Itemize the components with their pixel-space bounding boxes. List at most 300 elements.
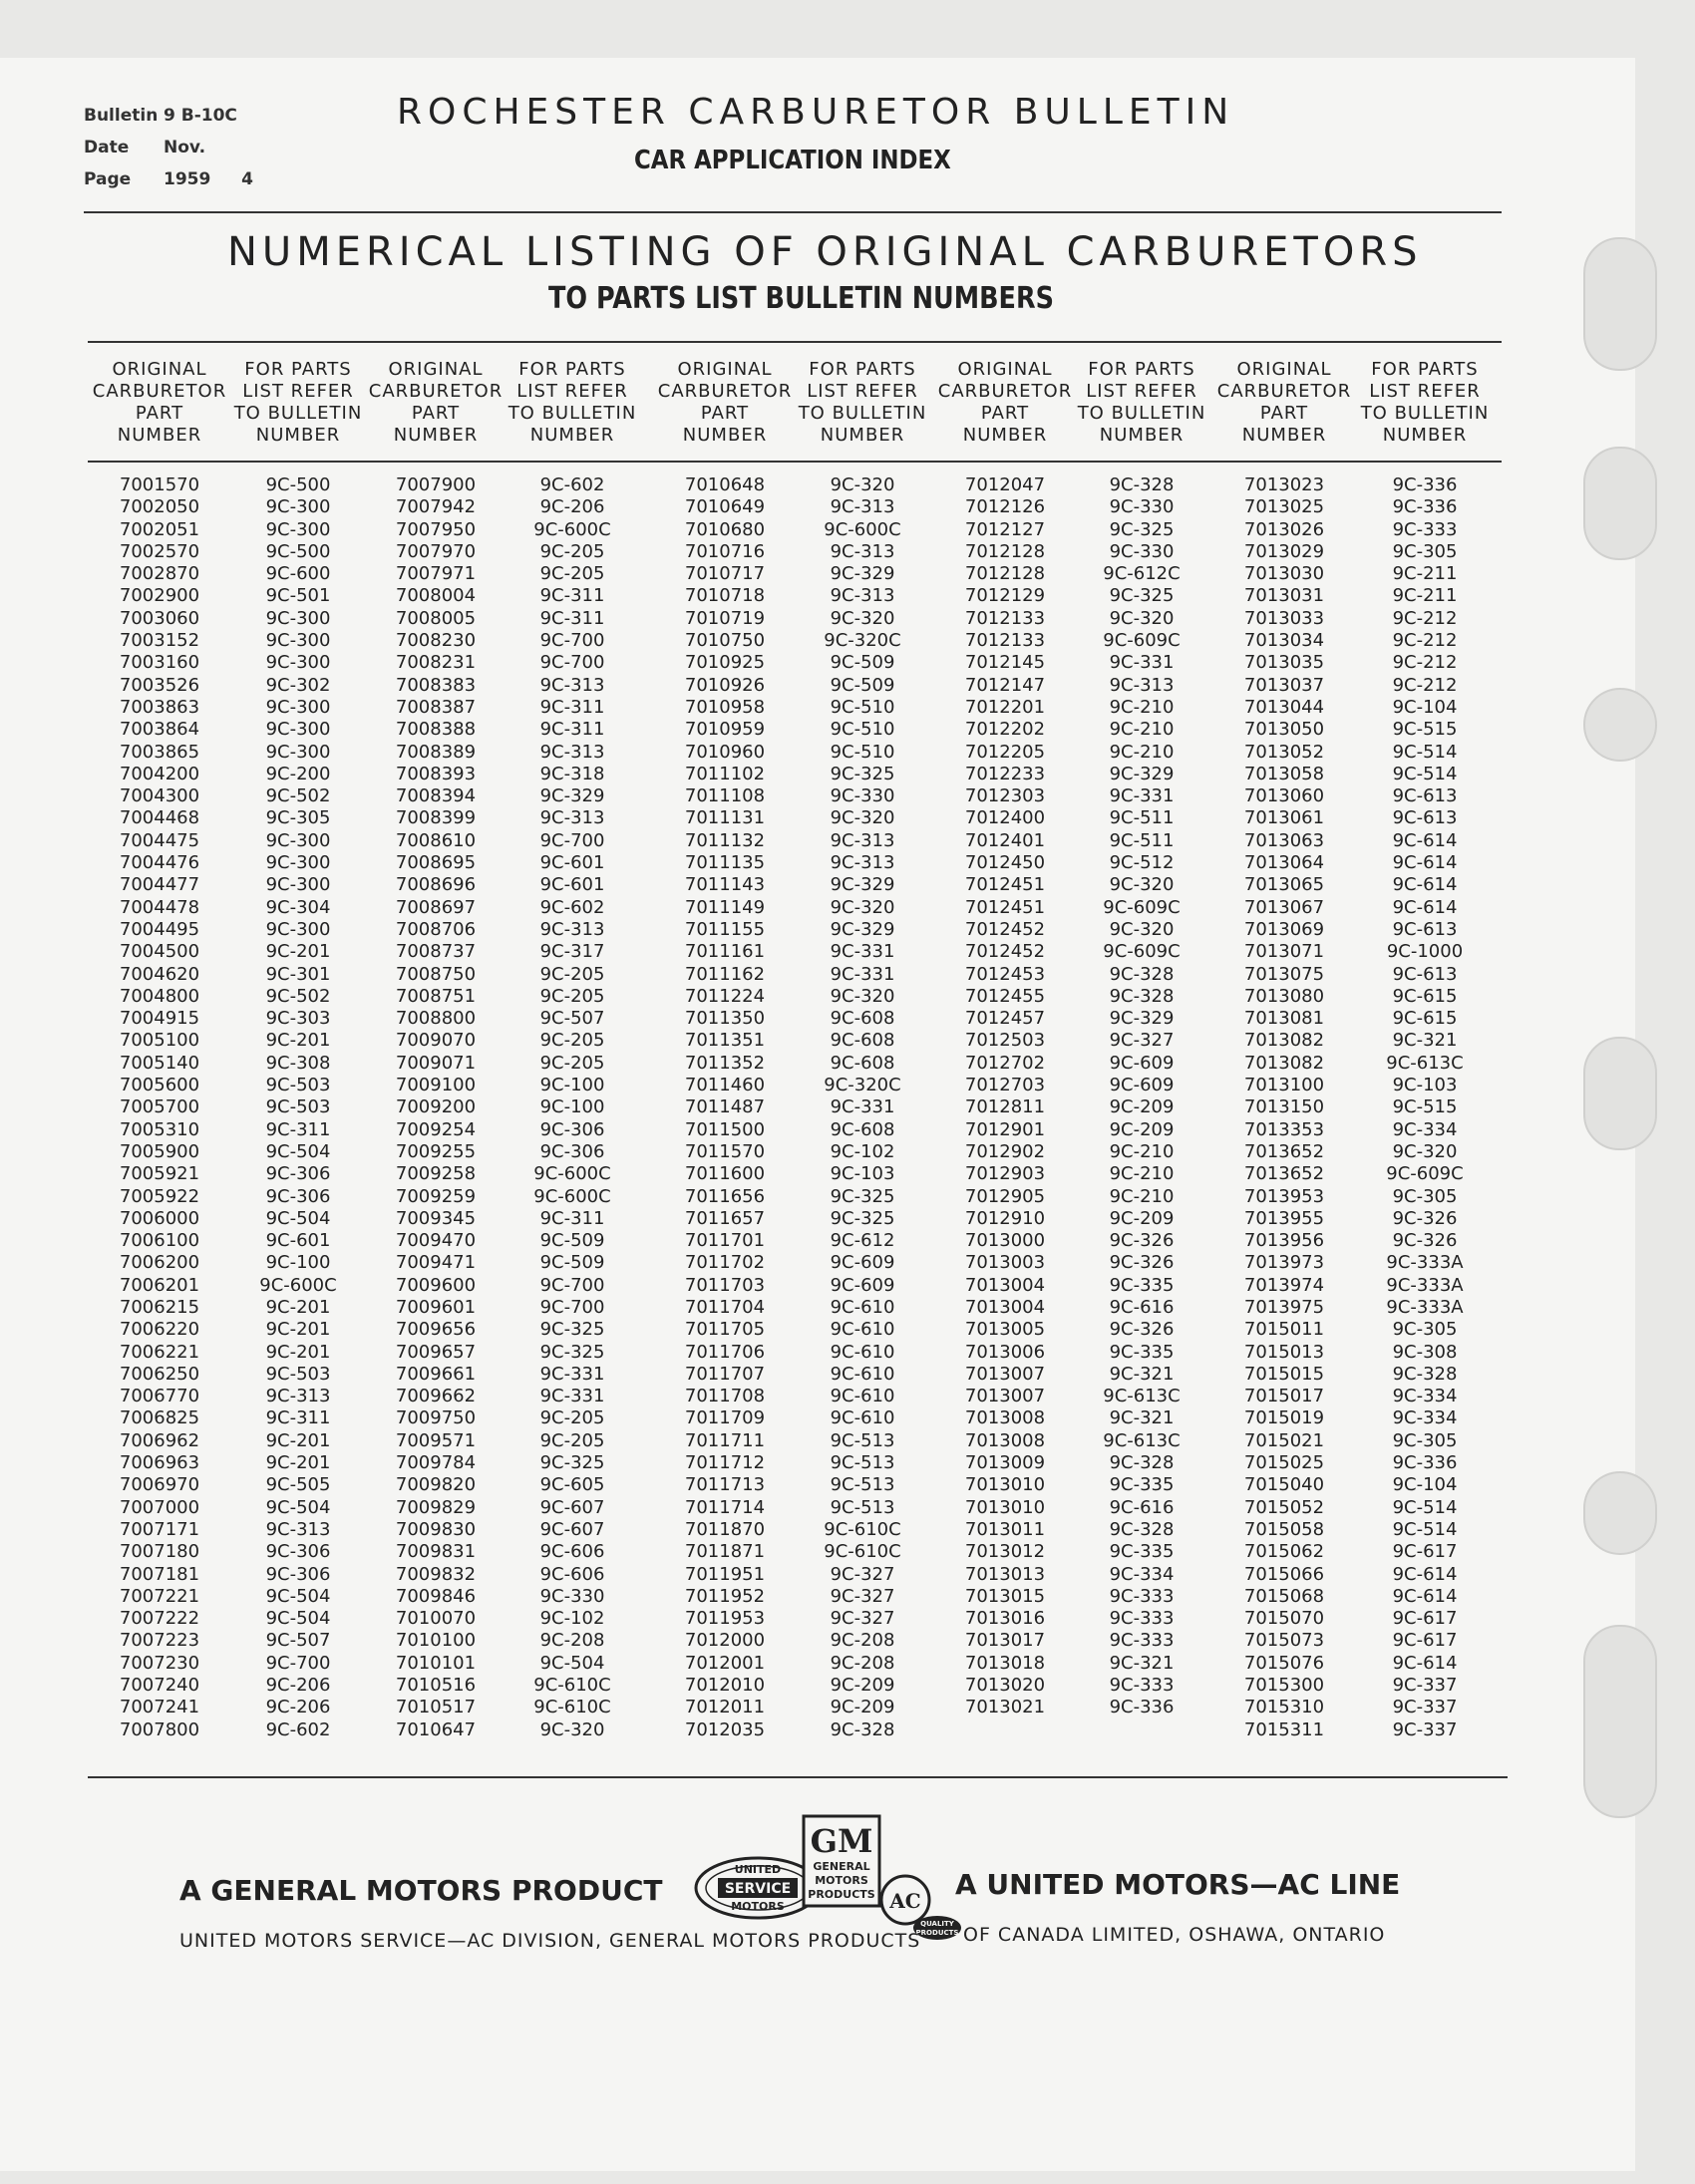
bulletin-number-cell: 9C-313: [539, 918, 605, 940]
part-number-cell: 7012453: [964, 963, 1046, 985]
part-number-cell: 7013016: [964, 1608, 1046, 1630]
bulletin-number-cell: 9C-320: [1392, 1140, 1458, 1162]
part-number-cell: 7011702: [684, 1252, 766, 1274]
part-number-cell: 7011224: [684, 985, 766, 1007]
part-number-cell: 7006220: [119, 1319, 200, 1341]
bulletin-number-cell: 9C-321: [1109, 1652, 1175, 1674]
part-number-cell: 7013018: [964, 1652, 1046, 1674]
bulletin-number-cell: 9C-507: [539, 1008, 605, 1030]
bulletin-number-cell: 9C-514: [1392, 763, 1458, 784]
table-top-rule: [88, 341, 1502, 343]
bulletin-number-cell: 9C-613: [1392, 785, 1458, 807]
bulletin-number-cell: 9C-615: [1392, 1008, 1458, 1030]
part-number-cell: 7012145: [964, 652, 1046, 674]
bulletin-number-cell: 9C-212: [1392, 630, 1458, 652]
bulletin-number-cell: 9C-313: [830, 496, 895, 518]
bulletin-number-cell: 9C-700: [539, 829, 605, 851]
bulletin-number-cell: 9C-208: [830, 1630, 895, 1652]
bulletin-number-cell: 9C-502: [265, 785, 331, 807]
part-number-cell: 7010716: [684, 540, 766, 562]
bulletin-number-cell: 9C-206: [265, 1675, 331, 1697]
bulletin-number-cell: 9C-336: [1392, 496, 1458, 518]
bulletin-number-cell: 9C-320: [539, 1718, 605, 1740]
part-number-cell: 7011714: [684, 1496, 766, 1518]
bulletin-number-cell: 9C-300: [265, 852, 331, 874]
part-number-cell: 7011713: [684, 1474, 766, 1496]
part-number-cell: 7009661: [395, 1363, 477, 1385]
part-number-cell: 7004200: [119, 763, 200, 784]
part-number-cell: 7013025: [1243, 496, 1325, 518]
part-number-cell: 7004495: [119, 918, 200, 940]
bulletin-number-cell: 9C-303: [265, 1008, 331, 1030]
bulletin-number-cell: 9C-614: [1392, 874, 1458, 896]
part-number-cell: 7009820: [395, 1474, 477, 1496]
part-number-cell: 7013067: [1243, 896, 1325, 918]
bulletin-number-cell: 9C-208: [539, 1630, 605, 1652]
bulletin-number-cell: 9C-614: [1392, 896, 1458, 918]
bulletin-number-cell: 9C-334: [1392, 1407, 1458, 1429]
bulletin-number-cell: 9C-509: [539, 1230, 605, 1252]
part-number-cell: 7006962: [119, 1429, 200, 1451]
part-number-cell: 7005900: [119, 1140, 200, 1162]
bulletin-number-cell: 9C-336: [1392, 1452, 1458, 1474]
bulletin-number-cell: 9C-503: [265, 1075, 331, 1096]
bulletin-number-cell: 9C-327: [830, 1608, 895, 1630]
part-number-cell: 7011161: [684, 941, 766, 963]
bulletin-number-cell: 9C-613C: [1386, 1052, 1464, 1074]
bulletin-number-cell: 9C-500: [265, 540, 331, 562]
bulletin-number-cell: 9C-514: [1392, 1518, 1458, 1540]
bulletin-number-cell: 9C-600C: [533, 1185, 611, 1207]
svg-text:MOTORS: MOTORS: [815, 1874, 868, 1887]
part-number-cell: 7013012: [964, 1541, 1046, 1563]
bulletin-number-cell: 9C-504: [265, 1496, 331, 1518]
bulletin-number-cell: 9C-329: [830, 874, 895, 896]
bulletin-number-cell: 9C-331: [1109, 785, 1175, 807]
bulletin-number-column: [1350, 474, 1500, 1741]
bulletin-number-cell: 9C-104: [1392, 696, 1458, 718]
part-number-cell: 7012902: [964, 1140, 1046, 1162]
bulletin-number-cell: 9C-300: [265, 696, 331, 718]
bulletin-number-cell: 9C-306: [265, 1563, 331, 1585]
bulletin-number-cell: 9C-210: [1109, 1163, 1175, 1185]
part-number-cell: 7013005: [964, 1319, 1046, 1341]
bulletin-number-cell: 9C-329: [1109, 763, 1175, 784]
part-number-cell: 7013065: [1243, 874, 1325, 896]
bulletin-number-cell: 9C-313: [1109, 674, 1175, 696]
part-number-cell: 7011131: [684, 807, 766, 829]
svg-text:QUALITY: QUALITY: [920, 1920, 954, 1928]
bulletin-number-cell: 9C-313: [539, 741, 605, 763]
bulletin-number-cell: 9C-507: [265, 1630, 331, 1652]
part-number-cell: 7006200: [119, 1252, 200, 1274]
bulletin-number-cell: 9C-326: [1109, 1230, 1175, 1252]
part-number-cell: 7009662: [395, 1386, 477, 1407]
bulletin-number-cell: 9C-607: [539, 1496, 605, 1518]
part-number-cell: 7011656: [684, 1185, 766, 1207]
binder-tab-1: [1583, 447, 1657, 560]
part-number-cell: 7012452: [964, 941, 1046, 963]
svg-text:PRODUCTS: PRODUCTS: [808, 1888, 875, 1901]
part-number-cell: 7015073: [1243, 1630, 1325, 1652]
part-number-cell: 7013061: [1243, 807, 1325, 829]
part-number-cell: 7012001: [684, 1652, 766, 1674]
bulletin-label: Bulletin: [84, 106, 159, 126]
bulletin-number-cell: 9C-330: [830, 785, 895, 807]
part-number-cell: 7012127: [964, 518, 1046, 540]
part-number-cell: 7008697: [395, 896, 477, 918]
part-number-cell: 7015011: [1243, 1319, 1325, 1341]
bulletin-number-cell: 9C-606: [539, 1563, 605, 1585]
part-number-cell: 7004300: [119, 785, 200, 807]
bulletin-number-cell: 9C-513: [830, 1452, 895, 1474]
bulletin-number-cell: 9C-306: [265, 1163, 331, 1185]
header-parts-list-3: FOR PARTS LIST REFER TO BULLETIN NUMBER: [798, 359, 927, 446]
bulletin-number-cell: 9C-700: [265, 1652, 331, 1674]
part-number-cell: 7006825: [119, 1407, 200, 1429]
bulletin-number-cell: 9C-205: [539, 963, 605, 985]
part-number-column: [85, 474, 234, 1741]
part-number-cell: 7015062: [1243, 1541, 1325, 1563]
bulletin-number-cell: 9C-205: [539, 540, 605, 562]
bulletin-number-cell: 9C-613C: [1103, 1429, 1181, 1451]
part-number-column: [1209, 474, 1359, 1741]
part-number-cell: 7009200: [395, 1096, 477, 1118]
part-number-cell: 7013020: [964, 1675, 1046, 1697]
part-number-cell: 7006963: [119, 1452, 200, 1474]
bulletin-number-cell: 9C-300: [265, 630, 331, 652]
part-number-cell: 7010958: [684, 696, 766, 718]
part-number-cell: 7012901: [964, 1118, 1046, 1140]
part-number-cell: 7009071: [395, 1052, 477, 1074]
part-number-cell: 7015017: [1243, 1386, 1325, 1407]
header-original-part-3: ORIGINAL CARBURETOR PART NUMBER: [657, 359, 793, 446]
part-number-cell: 7011703: [684, 1274, 766, 1296]
bulletin-number-cell: 9C-201: [265, 1319, 331, 1341]
part-number-cell: 7013069: [1243, 918, 1325, 940]
part-number-cell: 7013064: [1243, 852, 1325, 874]
bulletin-number-cell: 9C-320C: [824, 630, 901, 652]
bulletin-number-cell: 9C-306: [539, 1118, 605, 1140]
part-number-cell: 7013008: [964, 1429, 1046, 1451]
bulletin-number-cell: 9C-306: [265, 1185, 331, 1207]
bulletin-number-cell: 9C-305: [1392, 1185, 1458, 1207]
part-number-cell: 7012011: [684, 1697, 766, 1718]
part-number-cell: 7007971: [395, 563, 477, 585]
part-number-cell: 7013652: [1243, 1163, 1325, 1185]
bulletin-number-cell: 9C-328: [1392, 1363, 1458, 1385]
bulletin-number-cell: 9C-333: [1109, 1630, 1175, 1652]
part-number-cell: 7013030: [1243, 563, 1325, 585]
part-number-cell: 7008389: [395, 741, 477, 763]
bulletin-number-cell: 9C-700: [539, 652, 605, 674]
part-number-cell: 7013058: [1243, 763, 1325, 784]
part-number-cell: 7011460: [684, 1075, 766, 1096]
bulletin-number-cell: 9C-333: [1392, 518, 1458, 540]
bulletin-number-cell: 9C-209: [830, 1675, 895, 1697]
bulletin-number-cell: 9C-325: [830, 1207, 895, 1229]
part-number-cell: 7009100: [395, 1075, 477, 1096]
part-number-cell: 7007181: [119, 1563, 200, 1585]
bulletin-number-cell: 9C-333: [1109, 1675, 1175, 1697]
part-number-cell: 7013044: [1243, 696, 1325, 718]
bulletin-number-cell: 9C-600C: [824, 518, 901, 540]
bulletin-number-cell: 9C-330: [1109, 540, 1175, 562]
bulletin-number-cell: 9C-513: [830, 1496, 895, 1518]
part-number-cell: 7013013: [964, 1563, 1046, 1585]
bulletin-number-cell: 9C-600C: [259, 1274, 337, 1296]
part-number-cell: 7013150: [1243, 1096, 1325, 1118]
part-number-cell: 7013004: [964, 1296, 1046, 1318]
bulletin-number-cell: 9C-613C: [1103, 1386, 1181, 1407]
part-number-cell: 7015052: [1243, 1496, 1325, 1518]
part-number-cell: 7011709: [684, 1407, 766, 1429]
part-number-cell: 7010516: [395, 1675, 477, 1697]
bulletin-value: 9 B-10C: [164, 106, 237, 126]
bulletin-number-cell: 9C-609C: [1103, 941, 1181, 963]
part-number-cell: 7009830: [395, 1518, 477, 1540]
part-number-cell: 7010649: [684, 496, 766, 518]
logo-united-text: UNITED: [734, 1863, 782, 1876]
bulletin-number-cell: 9C-209: [1109, 1118, 1175, 1140]
part-number-cell: 7012400: [964, 807, 1046, 829]
part-number-cell: 7011711: [684, 1429, 766, 1451]
part-number-cell: 7005921: [119, 1163, 200, 1185]
bulletin-number-cell: 9C-300: [265, 652, 331, 674]
part-number-cell: 7008387: [395, 696, 477, 718]
bulletin-number-cell: 9C-300: [265, 719, 331, 741]
part-number-cell: 7011487: [684, 1096, 766, 1118]
part-number-cell: 7007942: [395, 496, 477, 518]
part-number-cell: 7013021: [964, 1697, 1046, 1718]
bulletin-number-cell: 9C-103: [830, 1163, 895, 1185]
part-number-cell: 7009600: [395, 1274, 477, 1296]
part-number-cell: 7012128: [964, 563, 1046, 585]
bulletin-number-cell: 9C-205: [539, 1052, 605, 1074]
bulletin-number-cell: 9C-333A: [1386, 1252, 1464, 1274]
part-number-cell: 7013060: [1243, 785, 1325, 807]
part-number-cell: 7012147: [964, 674, 1046, 696]
part-number-cell: 7013008: [964, 1407, 1046, 1429]
part-number-cell: 7013050: [1243, 719, 1325, 741]
bulletin-number-cell: 9C-211: [1392, 585, 1458, 607]
part-number-cell: 7013652: [1243, 1140, 1325, 1162]
part-number-cell: 7011707: [684, 1363, 766, 1385]
part-number-cell: 7013037: [1243, 674, 1325, 696]
bulletin-number-cell: 9C-201: [265, 1429, 331, 1451]
part-number-cell: 7010718: [684, 585, 766, 607]
part-number-cell: 7015040: [1243, 1474, 1325, 1496]
part-number-cell: 7004475: [119, 829, 200, 851]
bulletin-number-cell: 9C-325: [1109, 585, 1175, 607]
part-number-cell: 7011143: [684, 874, 766, 896]
part-number-cell: 7008394: [395, 785, 477, 807]
part-number-cell: 7008230: [395, 630, 477, 652]
bulletin-number-cell: 9C-308: [1392, 1341, 1458, 1363]
part-number-cell: 7010750: [684, 630, 766, 652]
bulletin-number-cell: 9C-311: [265, 1407, 331, 1429]
part-number-cell: 7011705: [684, 1319, 766, 1341]
part-number-cell: 7009846: [395, 1585, 477, 1607]
bulletin-number-cell: 9C-300: [265, 518, 331, 540]
part-number-cell: 7012126: [964, 496, 1046, 518]
header-original-part-1: ORIGINAL CARBURETOR PART NUMBER: [92, 359, 227, 446]
part-number-cell: 7011952: [684, 1585, 766, 1607]
part-number-cell: 7013006: [964, 1341, 1046, 1363]
bulletin-info: [84, 100, 253, 195]
bulletin-number-cell: 9C-504: [265, 1585, 331, 1607]
table-bottom-rule: [88, 1776, 1508, 1778]
bulletin-number-cell: 9C-617: [1392, 1541, 1458, 1563]
bulletin-number-cell: 9C-336: [1392, 474, 1458, 495]
part-number-cell: 7012401: [964, 829, 1046, 851]
bulletin-number-cell: 9C-317: [539, 941, 605, 963]
bulletin-number-cell: 9C-328: [1109, 1518, 1175, 1540]
part-number-cell: 7008696: [395, 874, 477, 896]
part-number-cell: 7011953: [684, 1608, 766, 1630]
part-number-cell: 7012903: [964, 1163, 1046, 1185]
binder-hole-2: [1583, 688, 1657, 762]
bulletin-number-cell: 9C-610: [830, 1363, 895, 1385]
bulletin-number-cell: 9C-201: [265, 1030, 331, 1052]
bulletin-number-cell: 9C-700: [539, 1296, 605, 1318]
part-number-cell: 7012450: [964, 852, 1046, 874]
part-number-cell: 7008706: [395, 918, 477, 940]
part-number-cell: 7012129: [964, 585, 1046, 607]
part-number-cell: 7007180: [119, 1541, 200, 1563]
part-number-cell: 7013010: [964, 1474, 1046, 1496]
part-number-cell: 7009571: [395, 1429, 477, 1451]
bulletin-number-cell: 9C-209: [1109, 1207, 1175, 1229]
header-original-part-5: ORIGINAL CARBURETOR PART NUMBER: [1216, 359, 1352, 446]
binder-hole-3: [1583, 1471, 1657, 1555]
bulletin-number-cell: 9C-201: [265, 941, 331, 963]
bulletin-number-cell: 9C-209: [830, 1697, 895, 1718]
bulletin-number-cell: 9C-335: [1109, 1341, 1175, 1363]
bulletin-number-cell: 9C-513: [830, 1429, 895, 1451]
part-number-cell: 7012202: [964, 719, 1046, 741]
bulletin-number-cell: 9C-610: [830, 1341, 895, 1363]
part-number-cell: 7012233: [964, 763, 1046, 784]
part-number-cell: 7011701: [684, 1230, 766, 1252]
part-number-cell: 7010647: [395, 1718, 477, 1740]
part-number-cell: 7008610: [395, 829, 477, 851]
bulletin-number-cell: 9C-616: [1109, 1296, 1175, 1318]
header-parts-list-1: FOR PARTS LIST REFER TO BULLETIN NUMBER: [233, 359, 363, 446]
part-number-cell: 7012452: [964, 918, 1046, 940]
bulletin-number-cell: 9C-201: [265, 1452, 331, 1474]
svg-text:GENERAL: GENERAL: [813, 1860, 870, 1873]
part-number-cell: 7005922: [119, 1185, 200, 1207]
part-number-cell: 7012703: [964, 1075, 1046, 1096]
bulletin-number-cell: 9C-609C: [1103, 630, 1181, 652]
part-number-cell: 7005140: [119, 1052, 200, 1074]
part-number-cell: 7008005: [395, 607, 477, 629]
part-number-cell: 7013011: [964, 1518, 1046, 1540]
part-number-cell: 7013034: [1243, 630, 1325, 652]
bulletin-number-cell: 9C-205: [539, 985, 605, 1007]
bulletin-number-cell: 9C-613: [1392, 807, 1458, 829]
bulletin-number-cell: 9C-103: [1392, 1075, 1458, 1096]
bulletin-number-cell: 9C-320: [830, 985, 895, 1007]
part-number-cell: 7009258: [395, 1163, 477, 1185]
bulletin-number-cell: 9C-325: [539, 1452, 605, 1474]
part-number-cell: 7004477: [119, 874, 200, 896]
part-number-cell: 7015021: [1243, 1429, 1325, 1451]
bulletin-number-cell: 9C-335: [1109, 1274, 1175, 1296]
part-number-cell: 7012910: [964, 1207, 1046, 1229]
part-number-cell: 7008750: [395, 963, 477, 985]
bulletin-number-cell: 9C-331: [830, 941, 895, 963]
bulletin-number-cell: 9C-334: [1109, 1563, 1175, 1585]
bulletin-number-cell: 9C-210: [1109, 1185, 1175, 1207]
bulletin-number-cell: 9C-212: [1392, 674, 1458, 696]
bulletin-number-cell: 9C-306: [539, 1140, 605, 1162]
footer-location-text: OF CANADA LIMITED, OSHAWA, ONTARIO: [963, 1924, 1386, 1946]
bulletin-number-cell: 9C-510: [830, 741, 895, 763]
part-number-cell: 7013956: [1243, 1230, 1325, 1252]
part-number-cell: 7012451: [964, 874, 1046, 896]
part-number-cell: 7013973: [1243, 1252, 1325, 1274]
bulletin-number-cell: 9C-504: [265, 1140, 331, 1162]
part-number-cell: 7015310: [1243, 1697, 1325, 1718]
part-number-cell: 7011570: [684, 1140, 766, 1162]
header-parts-list-5: FOR PARTS LIST REFER TO BULLETIN NUMBER: [1360, 359, 1490, 446]
part-number-cell: 7009657: [395, 1341, 477, 1363]
bulletin-number-cell: 9C-311: [539, 1207, 605, 1229]
listing-title: NUMERICAL LISTING OF ORIGINAL CARBURETORS: [227, 229, 1423, 275]
bulletin-subtitle: CAR APPLICATION INDEX: [634, 146, 951, 175]
bulletin-number-cell: 9C-509: [830, 652, 895, 674]
bulletin-number-cell: 9C-302: [265, 674, 331, 696]
bulletin-number-cell: 9C-612C: [1103, 563, 1181, 585]
date-label: Date: [84, 138, 130, 157]
bulletin-number-cell: 9C-614: [1392, 829, 1458, 851]
header-original-part-2: ORIGINAL CARBURETOR PART NUMBER: [368, 359, 504, 446]
part-number-cell: 7007800: [119, 1718, 200, 1740]
bulletin-number-cell: 9C-610: [830, 1319, 895, 1341]
logo-motors-text: MOTORS: [731, 1900, 785, 1913]
bulletin-number-column: [788, 474, 937, 1741]
part-number-cell: 7011712: [684, 1452, 766, 1474]
bulletin-number-cell: 9C-329: [830, 918, 895, 940]
bulletin-number-cell: 9C-335: [1109, 1541, 1175, 1563]
bulletin-number-cell: 9C-601: [265, 1230, 331, 1252]
part-number-cell: 7013017: [964, 1630, 1046, 1652]
part-number-cell: 7006201: [119, 1274, 200, 1296]
part-number-cell: 7008004: [395, 585, 477, 607]
part-number-cell: 7008383: [395, 674, 477, 696]
bulletin-number-cell: 9C-600C: [533, 518, 611, 540]
bulletin-number-cell: 9C-300: [265, 607, 331, 629]
part-number-cell: 7012133: [964, 607, 1046, 629]
bulletin-number-cell: 9C-700: [539, 1274, 605, 1296]
part-number-cell: 7013974: [1243, 1274, 1325, 1296]
part-number-cell: 7013075: [1243, 963, 1325, 985]
bulletin-number-cell: 9C-503: [265, 1363, 331, 1385]
header-original-part-4: ORIGINAL CARBURETOR PART NUMBER: [937, 359, 1073, 446]
part-number-cell: 7004468: [119, 807, 200, 829]
header-parts-list-4: FOR PARTS LIST REFER TO BULLETIN NUMBER: [1077, 359, 1206, 446]
bulletin-number-cell: 9C-304: [265, 896, 331, 918]
part-number-cell: 7003152: [119, 630, 200, 652]
bulletin-number-cell: 9C-331: [830, 963, 895, 985]
bulletin-number-cell: 9C-200: [265, 763, 331, 784]
part-number-cell: 7010926: [684, 674, 766, 696]
bulletin-number-cell: 9C-326: [1392, 1207, 1458, 1229]
bulletin-number-cell: 9C-505: [265, 1474, 331, 1496]
bulletin-number-cell: 9C-201: [265, 1296, 331, 1318]
